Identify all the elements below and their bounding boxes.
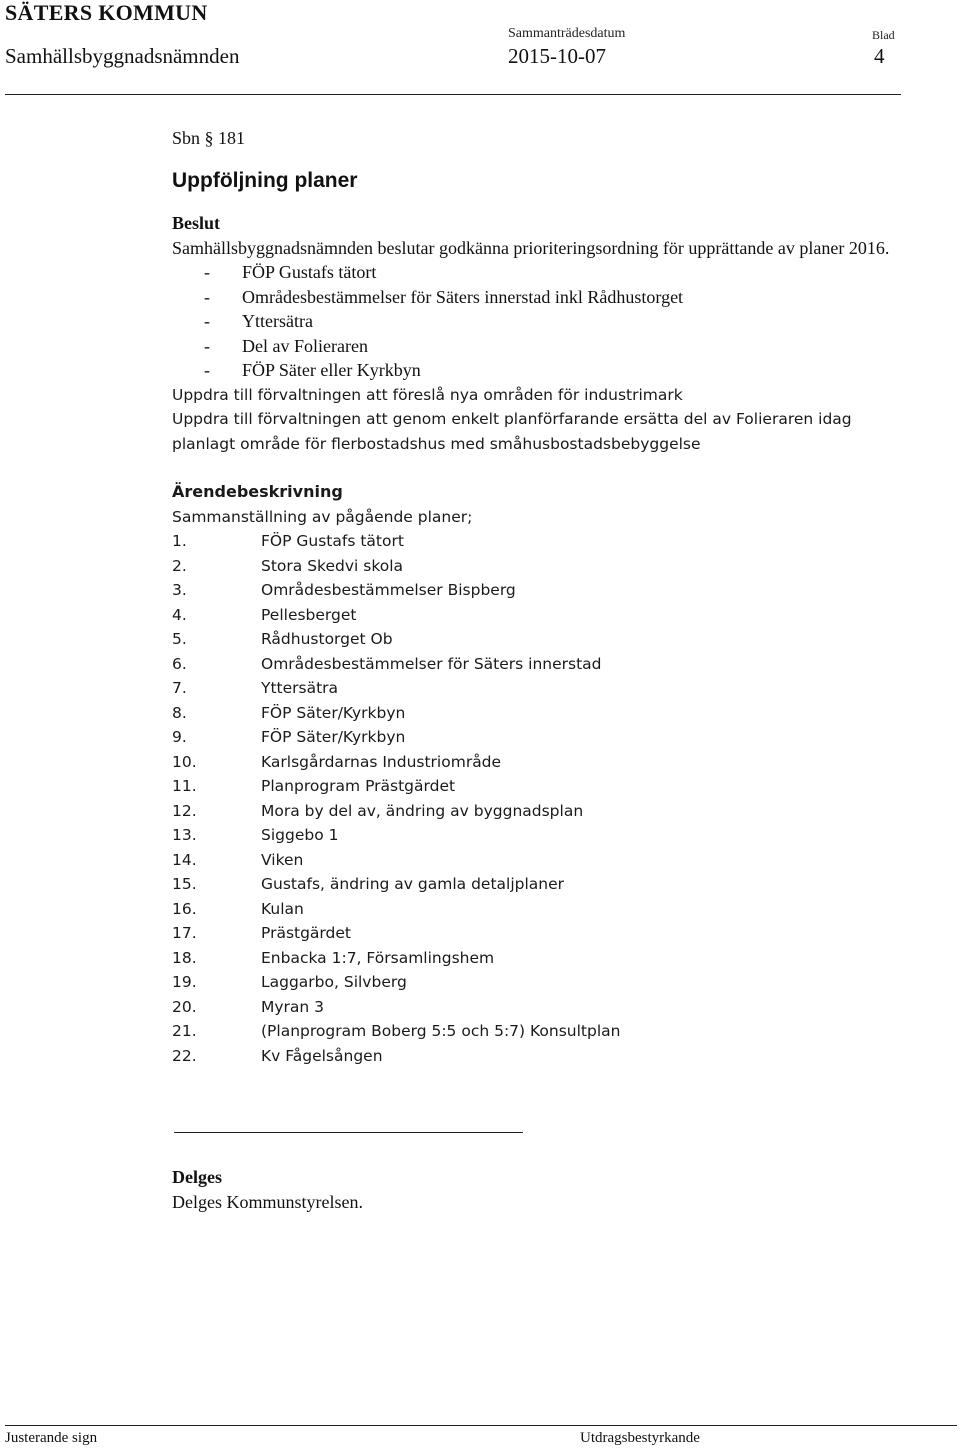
list-item-text: Viken <box>261 850 304 869</box>
list-item-text: Områdesbestämmelser Bispberg <box>261 581 516 599</box>
list-item-text: Karlsgårdarnas Industriområde <box>261 752 502 771</box>
list-item-text: Kv Fågelsången <box>261 1046 383 1065</box>
bullet-item <box>172 285 912 310</box>
list-item-number: 19. <box>172 973 197 991</box>
list-item <box>172 995 912 1020</box>
list-item-number: 20. <box>172 997 197 1016</box>
list-item <box>172 823 912 848</box>
list-item-text: (Planprogram Boberg 5:5 och 5:7) Konsultplan <box>261 1022 621 1040</box>
decision-bullet-list <box>172 260 912 383</box>
bullet-dash: - <box>204 311 210 331</box>
list-item <box>172 1044 912 1069</box>
list-item <box>172 725 912 750</box>
list-item <box>172 627 912 652</box>
justerande-sign-label: Justerande sign <box>5 1430 98 1446</box>
plan-list <box>172 529 912 1068</box>
list-item <box>172 603 912 628</box>
bullet-text: FÖP Säter eller Kyrkbyn <box>242 360 421 380</box>
list-item-text: FÖP Säter/Kyrkbyn <box>261 703 406 722</box>
list-item-number: 8. <box>172 703 187 722</box>
list-item-number: 18. <box>172 948 197 967</box>
date-label: Sammanträdesdatum <box>508 26 626 41</box>
list-item-text: Pellesberget <box>261 605 357 624</box>
list-item <box>172 750 912 775</box>
list-item <box>172 676 912 701</box>
page-label: Blad <box>872 28 895 42</box>
list-item-number: 14. <box>172 850 197 869</box>
list-item <box>172 921 912 946</box>
decision-text: Samhällsbyggnadsnämnden beslutar godkänna prioriteringsordning för upprättande av planer 2016. <box>172 237 890 258</box>
bullet-dash: - <box>204 335 210 356</box>
list-item-text: Kulan <box>261 899 304 918</box>
list-item-number: 16. <box>172 899 197 918</box>
section-title: Uppföljning planer <box>172 169 358 192</box>
bullet-text: Del av Folieraren <box>242 335 368 356</box>
list-item-number: 11. <box>172 777 197 795</box>
list-item-text: Laggarbo, Silvberg <box>261 973 407 991</box>
assignment-text: Uppdra till förvaltningen att genom enkelt planförfarande ersätta del av Folieraren idag planlagt område för flerbostadshus med småhusbostadsbebyggelse <box>172 410 852 453</box>
list-item <box>172 554 912 579</box>
list-item <box>172 970 912 995</box>
organization-name: SÄTERS KOMMUN <box>5 0 208 25</box>
bullet-text: Områdesbestämmelser för Säters innerstad inkl Rådhustorget <box>242 286 684 307</box>
list-item-text: Myran 3 <box>261 997 325 1016</box>
header-rule <box>5 94 901 95</box>
bullet-text: FÖP Gustafs tätort <box>242 262 377 282</box>
list-item-text: Siggebo 1 <box>261 826 339 844</box>
list-item <box>172 701 912 726</box>
description-heading: Ärendebeskrivning <box>172 482 343 501</box>
list-item-text: FÖP Gustafs tätort <box>261 532 404 550</box>
meeting-date: 2015-10-07 <box>508 44 606 68</box>
list-item-text: Planprogram Prästgärdet <box>261 777 456 795</box>
list-item-number: 7. <box>172 679 187 697</box>
list-item-number: 5. <box>172 630 187 648</box>
list-item <box>172 578 912 603</box>
committee-name: Samhällsbyggnadsnämnden <box>5 44 240 68</box>
bullet-item <box>172 358 912 383</box>
paragraph-ref: Sbn § 181 <box>172 128 246 148</box>
list-item <box>172 529 912 554</box>
utdragsbestyrkande-label: Utdragsbestyrkande <box>580 1430 700 1446</box>
list-item-text: Gustafs, ändring av gamla detaljplaner <box>261 875 565 893</box>
list-item <box>172 872 912 897</box>
list-item <box>172 848 912 873</box>
list-item-number: 21. <box>172 1022 197 1040</box>
bullet-item <box>172 260 912 285</box>
list-item-text: Stora Skedvi skola <box>261 556 404 575</box>
list-item-text: Mora by del av, ändring av byggnadsplan <box>261 801 584 820</box>
bullet-item <box>172 309 912 334</box>
list-item <box>172 1019 912 1044</box>
list-item-number: 1. <box>172 532 187 550</box>
list-item-text: Rådhustorget Ob <box>261 630 393 648</box>
bullet-dash: - <box>204 360 210 380</box>
bullet-item <box>172 334 912 359</box>
list-item-number: 17. <box>172 924 197 942</box>
list-item-number: 3. <box>172 581 187 599</box>
list-item <box>172 946 912 971</box>
distribution-heading: Delges <box>172 1167 222 1187</box>
list-item-text: Enbacka 1:7, Församlingshem <box>261 948 495 967</box>
list-item <box>172 652 912 677</box>
list-item-number: 6. <box>172 654 187 673</box>
list-item-text: Yttersätra <box>261 679 339 697</box>
bullet-text: Yttersätra <box>242 311 313 331</box>
bullet-dash: - <box>204 262 210 282</box>
decision-heading: Beslut <box>172 213 221 233</box>
list-item <box>172 799 912 824</box>
list-item-number: 22. <box>172 1046 197 1065</box>
list-item-number: 4. <box>172 605 187 624</box>
list-item-number: 15. <box>172 875 197 893</box>
signature-line <box>174 1132 523 1133</box>
bullet-dash: - <box>204 286 210 307</box>
list-item-text: FÖP Säter/Kyrkbyn <box>261 728 406 746</box>
assignment-text: Uppdra till förvaltningen att föreslå nya områden för industrimark <box>172 385 683 404</box>
list-item-number: 2. <box>172 556 187 575</box>
list-item-text: Områdesbestämmelser för Säters innerstad <box>261 654 602 673</box>
list-item-number: 10. <box>172 752 197 771</box>
section-body <box>172 124 912 1214</box>
list-item-number: 9. <box>172 728 187 746</box>
list-item-number: 12. <box>172 801 197 820</box>
distribution-text: Delges Kommunstyrelsen. <box>172 1191 363 1212</box>
list-item <box>172 897 912 922</box>
list-item <box>172 774 912 799</box>
footer-rule <box>5 1425 957 1426</box>
description-intro: Sammanställning av pågående planer; <box>172 507 473 526</box>
list-item-number: 13. <box>172 826 197 844</box>
list-item-text: Prästgärdet <box>261 924 351 942</box>
page-number: 4 <box>874 44 885 68</box>
